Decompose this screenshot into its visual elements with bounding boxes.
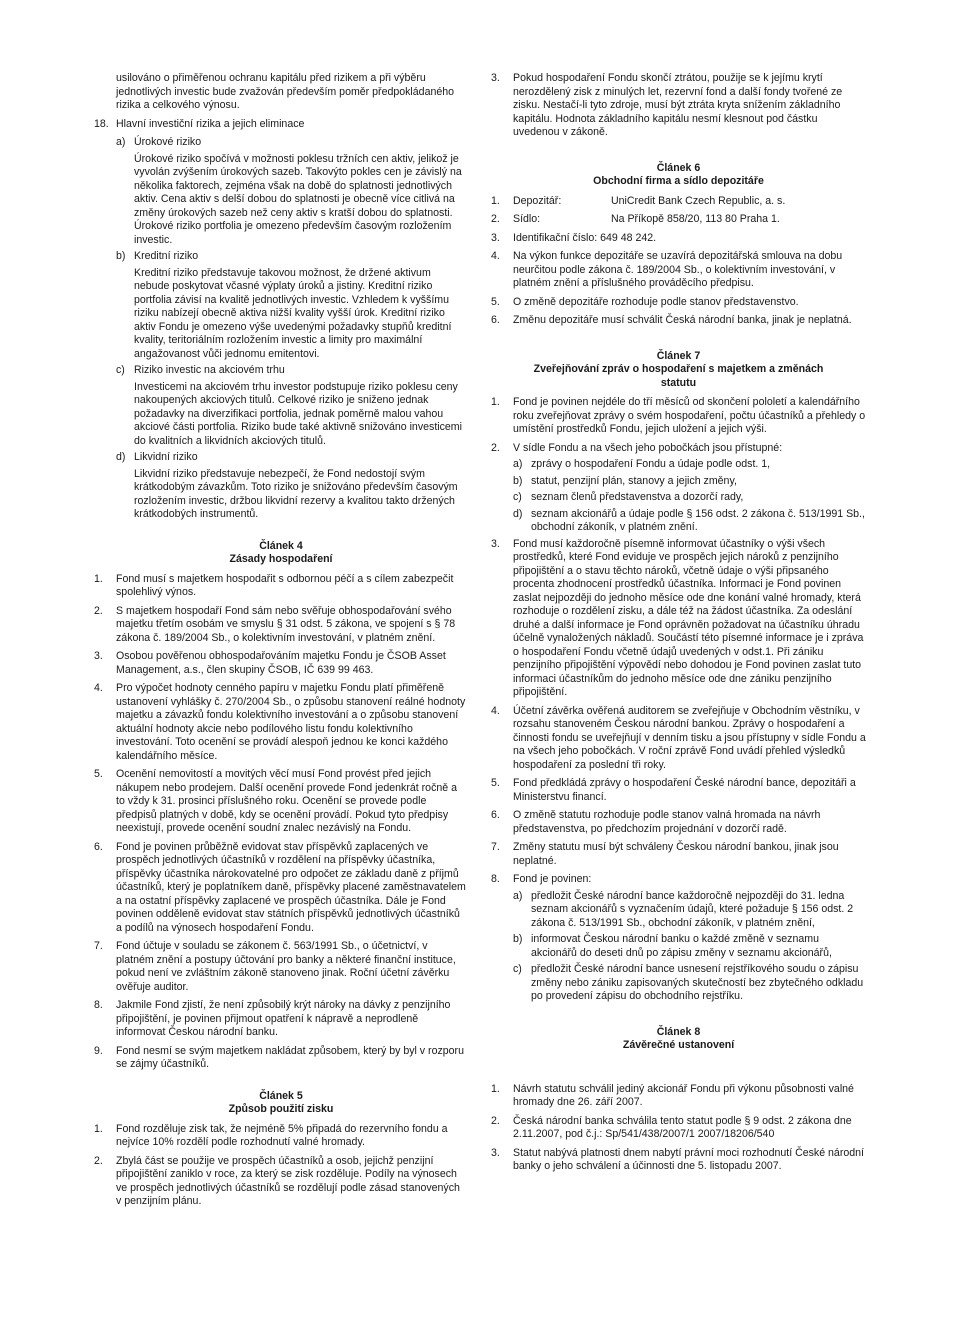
- article-7-item-2-sublist: [491, 458, 866, 535]
- list-item: [94, 650, 468, 677]
- item-number: 8.: [491, 873, 500, 885]
- depositary-value: UniCredit Bank Czech Republic, a. s.: [611, 194, 786, 207]
- sub-list-item: [513, 933, 866, 960]
- article-5-heading: [94, 1090, 468, 1117]
- item-number: 2.: [491, 441, 500, 454]
- list-item: [491, 705, 866, 773]
- list-item: [94, 940, 468, 994]
- item-text: Fond musí každoročně písemně informovat účastníky o výši všech prostředků, které Fond eviduje ve prospěch jejich nároků z penzijního připojištění a o stavu těchto nároků, včetně údaje o výši připsaného procenta zhodnocení prostředků účastníka. Informaci je Fond povinen zaslat nejpozději do jednoho měsíce ode dne konání valné hromady, která rozhoduje o rozdělení zisku, a dále též na žádost účastníka. Za odeslání druhé a další informace je Fond oprávněn požadovat na účastníku úhradu účelně vynaložených nákladů. Součástí této písemné informace je i zpráva o hospodaření Fondu včetně údajů uvedených v odst.1. Při zániku penzijního připojištění výpovědí nebo dohodou je Fond povinen zaslat tuto informaci účastníkům do jednoho měsíce ode dne zániku penzijního připojištění.: [513, 537, 864, 698]
- risk-d-heading: [116, 451, 468, 465]
- list-item: [491, 841, 866, 868]
- list-item: [491, 1083, 866, 1110]
- list-item: [491, 296, 866, 310]
- item-number: 9.: [94, 1044, 103, 1057]
- item-text: Identifikační číslo: 649 48 242.: [513, 231, 657, 244]
- item-number: 3.: [491, 72, 500, 84]
- item-number: 2.: [94, 604, 103, 617]
- item-text: Pokud hospodaření Fondu skončí ztrátou, použije se k jejímu krytí nerozdělený zisk z minulých let, rezervní fond a další fondy tvořené ze zisku. Nestačí-li tyto zdroje, musí být ztráta kryta snížením základního kapitálu. Hodnota základního kapitálu nesmí klesnout pod částku uvedenou v zákoně.: [513, 72, 843, 138]
- article-title: Článek 4: [259, 539, 303, 552]
- risk-a-heading: [116, 136, 468, 150]
- item-number: 8.: [94, 999, 103, 1011]
- risk-d-text: Likvidní riziko představuje nebezpečí, že Fond nedostojí svým krátkodobým závazkům. Toto riziko je snižováno především časovým rozložením investic, držbou likvidní rezervy a kvalitou takto držených krátkodobých instrumentů.: [134, 467, 458, 520]
- item-number: 1.: [491, 396, 500, 408]
- item-number: 1.: [94, 1122, 103, 1135]
- risk-c-text: Investicemi na akciovém trhu investor podstupuje riziko poklesu ceny nakoupených akciových titulů. Celkové riziko je sniženo jednak požadavky na diverzifikaci portfolia, jednak poměrně malou vahou akciové části portfolia. Riziko bude také aktivně snižováno investicemi do kvalitních a likvidních akciových titulů.: [134, 380, 462, 447]
- item-number: 5.: [491, 777, 500, 789]
- item-number: 4.: [491, 250, 500, 262]
- item-text: zprávy o hospodaření Fondu a údaje podle odst. 1,: [531, 458, 771, 470]
- risk-a-text: Úrokové riziko spočívá v možnosti poklesu tržních cen aktiv, jelikož je vyvolán zvýšením úrokových sazeb. Takovýto pokles cen je závislý na několika faktorech, zejména však na době do splatnosti jednotlivých aktiv. Cena aktiv s delší dobou do splatnosti je obecně více citlivá na změny úrokových sazeb než ceny aktiv s kratší dobou do splatnosti. Úrokové riziko portfolia je omezeno především časovým rozložením investic.: [134, 152, 462, 246]
- left-column: [94, 72, 468, 1214]
- article-6-list: [491, 232, 866, 328]
- item-text: Změny statutu musí být schváleny Českou národní bankou, jinak jsou neplatné.: [513, 841, 839, 867]
- item-text: předložit České národní bance každoročně nejpozději do 31. ledna seznam akcionářů s vyznačením údajů, které požaduje § 156 odst. 2 zákona č. 513/1991 Sb., obchodní zákoník, v platném znění,: [531, 889, 854, 929]
- item-text: Účetní závěrka ověřená auditorem se zveřejňuje v Obchodním věstníku, v rozsahu stanoveném Českou národní bankou. Zprávy o hospodaření a činnosti fondu se uveřejňují v denním tisku a jsou přístupny v sídle Fondu a na všech jeho pobočkách. V roční zprávě Fond uvádí přehled výsledků hospodaření za poslední tři roky.: [513, 704, 866, 771]
- item-letter: b): [513, 933, 523, 945]
- list-item: [491, 777, 866, 804]
- list-item: [491, 538, 866, 700]
- article-5-list-continued: [491, 72, 866, 140]
- item-number: 6.: [491, 314, 500, 326]
- article-title: Článek 6: [656, 161, 701, 174]
- item-letter: a): [513, 889, 523, 902]
- item-text: Fond musí s majetkem hospodařit s odbornou péčí a s cílem zabezpečit spolehlivý výnos.: [116, 572, 454, 598]
- item-number: 5.: [94, 768, 103, 780]
- item-text: Česká národní banka schválila tento statut podle § 9 odst. 2 zákona dne 2.11.2007, pod č.j.: Sp/541/438/2007/1 2007/18206/540: [513, 1114, 852, 1140]
- section-18: [94, 118, 468, 132]
- item-text: seznam členů představenstva a dozorčí rady,: [531, 491, 744, 503]
- risk-title: Kreditní riziko: [134, 250, 199, 262]
- item-letter: c): [513, 963, 522, 975]
- sub-list-item: [513, 491, 866, 505]
- item-text: V sídle Fondu a na všech jeho pobočkách jsou přístupné:: [513, 441, 783, 454]
- list-item: [491, 873, 866, 887]
- item-number: 6.: [491, 809, 500, 821]
- list-item: [491, 1147, 866, 1174]
- list-item: [491, 250, 866, 291]
- article-subtitle: Závěrečné ustanovení: [622, 1039, 735, 1051]
- item-text: Zbylá část se použije ve prospěch účastníků a osob, jejichž penzijní připojištění zaniklo v roce, za který se zisk rozděluje. Podíly na výnosech ve prospěch jednotlivých účastníků se rozdělují podle zásad stanovených v penzijním plánu.: [116, 1154, 460, 1207]
- article-4-list: [94, 573, 468, 1072]
- list-item: [491, 232, 866, 246]
- article-title: Článek 5: [259, 1089, 303, 1102]
- seat-value: Na Příkopě 858/20, 113 80 Praha 1.: [611, 213, 780, 225]
- item-number: 6.: [94, 840, 103, 853]
- sub-list-item: [513, 475, 866, 489]
- list-item: [94, 999, 468, 1040]
- sub-list-item: [513, 963, 866, 1004]
- item-number: 4.: [491, 704, 500, 717]
- item-text: Fond je povinen průběžně evidovat stav příspěvků zaplacených ve prospěch jednotlivých účastníků v rozdělení na příspěvky účastníka, příspěvky účastníka nárokovatelné pro odpočet ze základu daně z příjmů účastníků, který je poplatníkem daně, příspěvky placené zaměstnavatelem a na ostatní příspěvky zaplacené ve prospěch účastníka. Dále je Fond povinen odděleně evidovat stav státních příspěvků jednotlivých účastníků a podílů na výnosech hospodaření Fondu.: [116, 840, 466, 934]
- article-7-list: [491, 538, 866, 869]
- item-text: předložit České národní bance usnesení rejstříkového soudu o zápisu změny nebo zániku zapisovaných skutečností bez zbytečného odkladu po provedení zápisu do obchodního rejstříku.: [531, 963, 864, 1002]
- article-4-heading: [94, 540, 468, 567]
- article-7-heading: [491, 350, 866, 391]
- article-subtitle: Zásady hospodaření: [229, 553, 333, 565]
- item-number: 4.: [94, 682, 103, 694]
- item-text: Ocenění nemovitostí a movitých věcí musí Fond provést před jejich nákupem nebo prodejem. Další ocenění provede Fond jedenkrát ročně a to vždy k 31. prosinci příslušného roku. Ocenění se provede podle předpisů platných v době, kdy se ocenění provádí. Pokud tyto předpisy neexistují, provede ocenění soudní znalec nezávislý na Fondu.: [116, 768, 457, 834]
- item-text: Jakmile Fond zjistí, že není způsobilý krýt nároky na dávky z penzijního připojištění, je povinen přijmout opatření k nápravě a neprodleně informovat Českou národní banku.: [116, 999, 451, 1038]
- item-number: 7.: [94, 940, 103, 952]
- risk-title: Úrokové riziko: [134, 136, 202, 148]
- article-5-list: [94, 1123, 468, 1209]
- item-text: Osobou pověřenou obhospodařováním majetku Fondu je ČSOB Asset Management, a.s., člen skupiny ČSOB, IČ 639 99 463.: [116, 650, 446, 676]
- item-number: 3.: [491, 537, 500, 550]
- item-letter: a): [513, 458, 523, 470]
- item-number: 3.: [491, 231, 500, 244]
- item-number: 1.: [491, 194, 500, 207]
- item-text: Na výkon funkce depozitáře se uzavírá depozitářská smlouva na dobu neurčitou podle zákona č. 189/2004 Sb., o kolektivním investování, v platném znění a příslušného prováděcího předpisu.: [513, 250, 843, 289]
- risk-c-heading: [116, 364, 468, 378]
- list-item: [94, 768, 468, 836]
- list-item: [94, 573, 468, 600]
- list-item: [94, 841, 468, 936]
- right-column: [491, 72, 866, 1179]
- risk-b-text: Kreditní riziko představuje takovou možnost, že držené aktivum nebude poskytovat včasné výplaty úroků a jistiny. Kreditní riziko portfolia závisí na kvalitě jednotlivých investic. Vzhledem k vyššímu riziku nabízejí obecně aktiva nižší kvality vyšší úrok. Kreditní riziko aktiv Fondu je omezeno výše uvedenými požadavky stupňů kreditní kvality, teritoriálním rozložením investic a limity pro maximální angažovanost vůči jednomu emitentovi.: [134, 266, 452, 360]
- item-text: statut, penzijní plán, stanovy a jejich změny,: [531, 474, 737, 487]
- item-text: Změnu depozitáře musí schválit Česká národní banka, jinak je neplatná.: [513, 314, 852, 326]
- article-subtitle: Zveřejňování zpráv o hospodaření s majetkem a změnách statutu: [533, 363, 824, 389]
- article-subtitle: Obchodní firma a sídlo depozitáře: [593, 175, 764, 187]
- item-text: O změně depozitáře rozhoduje podle stanov představenstvo.: [513, 295, 799, 308]
- item-number: 3.: [491, 1146, 500, 1159]
- item-text: Návrh statutu schválil jediný akcionář Fondu při výkonu působnosti valné hromady dne 26. září 2007.: [513, 1082, 854, 1108]
- item-text: Fond je povinen nejdéle do tří měsíců od skončení pololetí a kalendářního roku zveřejňovat zprávy o svém hospodaření, počtu účastníků a přehledy o umístění prostředků Fondu, jejich uložení a jejich výši.: [513, 396, 866, 435]
- item-number: 5.: [491, 295, 500, 308]
- article-title: Článek 8: [656, 1025, 701, 1038]
- item-text: seznam akcionářů a údaje podle § 156 odst. 2 zákona č. 513/1991 Sb., obchodní zákoník, v platném znění.: [531, 507, 865, 533]
- list-item: [94, 1045, 468, 1072]
- item-letter: d): [513, 507, 523, 520]
- item-text: Fond je povinen:: [513, 873, 592, 885]
- article-8-list: [491, 1083, 866, 1174]
- list-item: [94, 605, 468, 646]
- list-item: [491, 314, 866, 328]
- item-number: 1.: [491, 1082, 500, 1095]
- item-text: Fond účtuje v souladu se zákonem č. 563/1991 Sb., o účetnictví, v platném znění a postupy účtování pro banky a některé finanční instituce, pokud není ve zvláštním zákoně stanoveno jinak. Roční účetní závěrku ověřuje auditor.: [116, 940, 456, 993]
- item-number: 7.: [491, 841, 500, 853]
- list-item: [94, 682, 468, 763]
- item-number: 1.: [94, 572, 103, 585]
- list-item: [491, 72, 866, 140]
- seat-label: Sídlo:: [513, 213, 541, 225]
- article-8-heading: [491, 1026, 866, 1053]
- item-letter: b): [513, 474, 523, 487]
- item-text: Hlavní investiční rizika a jejich eliminace: [116, 117, 305, 130]
- depositary-label: Depozitář:: [513, 194, 562, 207]
- item-number: 2.: [94, 1154, 103, 1167]
- item-number: 3.: [94, 650, 103, 662]
- item-text: Pro výpočet hodnoty cenného papíru v majetku Fondu platí přiměřeně ustanovení vyhlášky č. 270/2004 Sb., o způsobu stanovení reálné hodnoty majetku a závazků fondu kolektivního investování a o způsobu stanovení aktuální hodnoty akcie nebo podílového listu fondu kolektivního investování. Toto ocenění se provádí alespoň jednou ke konci každého kalendářního měsíce.: [116, 682, 466, 762]
- item-text: Fond nesmí se svým majetkem nakládat způsobem, který by byl v rozporu se zájmy účastníků.: [116, 1044, 464, 1070]
- item-letter: d): [116, 451, 126, 463]
- seat-row: [491, 213, 866, 227]
- article-title: Článek 7: [656, 349, 701, 362]
- item-number: 18.: [94, 117, 109, 130]
- list-item: [491, 396, 866, 437]
- list-item: [491, 1115, 866, 1142]
- article-subtitle: Způsob použití zisku: [228, 1103, 334, 1115]
- item-text: Fond předkládá zprávy o hospodaření České národní bance, depozitáři a Ministerstvu financí.: [513, 777, 856, 803]
- item-text: Fond rozděluje zisk tak, že nejméně 5% připadá do rezervního fondu a nejvíce 10% rozdělí podle rozhodnutí valné hromady.: [116, 1122, 448, 1148]
- item-text: O změně statutu rozhoduje podle stanov valná hromada na návrh představenstva, po předchozím projednání v dozorčí radě.: [513, 809, 821, 835]
- risk-b-heading: [116, 250, 468, 264]
- list-item: [94, 1155, 468, 1209]
- intro-paragraph: usilováno o přiměřenou ochranu kapitálu před rizikem a při výběru jednotlivých investic bude zvažován především poměr předpokládaného rizika a celkového výnosu.: [116, 72, 455, 111]
- item-text: Statut nabývá platnosti dnem nabytí právní moci rozhodnutí České národní banky o jeho schválení a účinnosti dne 5. listopadu 2007.: [513, 1146, 864, 1172]
- item-letter: c): [513, 491, 522, 503]
- sub-list-item: [513, 890, 866, 931]
- article-6-heading: [491, 162, 866, 189]
- item-letter: b): [116, 250, 126, 262]
- list-item: [94, 1123, 468, 1150]
- item-letter: c): [116, 364, 125, 376]
- item-letter: a): [116, 136, 126, 148]
- risk-title: Likvidní riziko: [134, 451, 198, 463]
- depositary-row: [491, 195, 866, 209]
- risk-title: Riziko investic na akciovém trhu: [134, 364, 285, 376]
- list-item: [491, 809, 866, 836]
- article-7-item-8-sublist: [491, 890, 866, 1004]
- item-number: 2.: [491, 213, 500, 225]
- item-number: 2.: [491, 1114, 500, 1127]
- list-item: [491, 442, 866, 456]
- sub-list-item: [513, 458, 866, 472]
- sub-list-item: [513, 508, 866, 535]
- item-text: S majetkem hospodaří Fond sám nebo svěřuje obhospodařování svého majetku třetím osobám ve smyslu § 31 odst. 5 zákona, ve spojení s § 78 zákona č. 189/2004 Sb., o kolektivním investování, v platném znění.: [116, 604, 456, 644]
- item-text: informovat Českou národní banku o každé změně v seznamu akcionářů do deseti dnů po zápisu změny v seznamu akcionářů,: [531, 933, 832, 959]
